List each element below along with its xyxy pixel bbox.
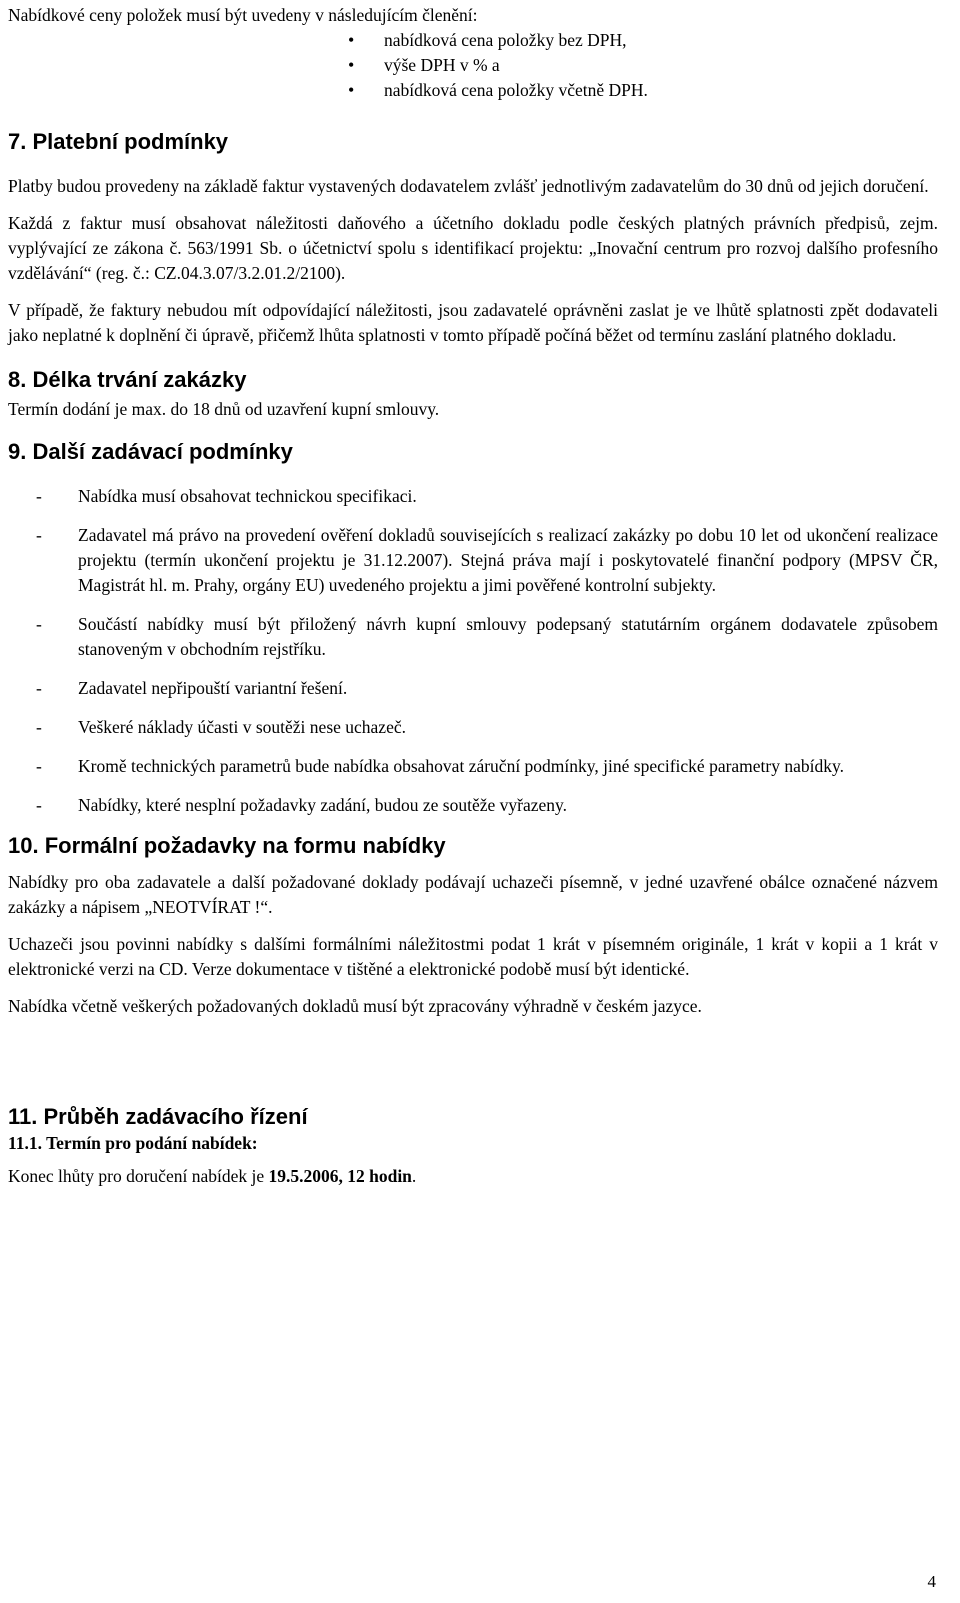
list-item-text: Nabídka musí obsahovat technickou specifikaci. — [78, 486, 417, 506]
list-item — [8, 676, 938, 701]
section-8-heading: 8. Délka trvání zakázky — [8, 367, 247, 392]
s10-paragraph-2: Uchazeči jsou povinni nabídky s dalšími formálními náležitostmi podat 1 krát v písemném originále, 1 krát v kopii a 1 krát v elektronické verzi na CD. Verze dokumentace v tištěné a elektronické podobě musí být identické. — [8, 934, 938, 979]
list-item — [8, 484, 938, 509]
section-9-heading: 9. Další zadávací podmínky — [8, 439, 293, 464]
document-page — [8, 0, 938, 1189]
s10-paragraph-1: Nabídky pro oba zadavatele a další požadované doklady podávají uchazeči písemně, v jedné uzavřené obálce označené názvem zakázky a nápisem „NEOTVÍRAT !“. — [8, 872, 938, 917]
page-number: 4 — [927, 1572, 936, 1591]
list-item — [8, 612, 938, 662]
list-item-text: Zadavatel má právo na provedení ověření dokladů souvisejících s realizací zakázky po dobu 10 let od ukončení realizace projektu (termín ukončení projektu je 31.12.2007). Stejná práva mají i poskytovatelé finanční podpory (MPSV ČR, Magistrát hl. m. Prahy, orgány EU) uvedeného projektu a jimi pověřené kontrolní subjekty. — [78, 525, 938, 595]
s7-paragraph-2: Každá z faktur musí obsahovat náležitosti daňového a účetního dokladu podle českých platných právních předpisů, zejm. vyplývající ze zákona č. 563/1991 Sb. o účetnictví spolu s identifikací projektu: „Inovační centrum pro rozvoj dalšího profesního vzdělávání“ (reg. č.: CZ.04.3.07/3.2.01.2/2100). — [8, 213, 938, 283]
s7-paragraph-3: V případě, že faktury nebudou mít odpovídající náležitosti, jsou zadavatelé oprávněni zaslat je ve lhůtě splatnosti zpět dodavateli jako neplatné k doplnění či úpravě, přičemž lhůta splatnosti v tomto případě počíná běžet od termínu zaslání platného dokladu. — [8, 300, 938, 345]
section-10-heading: 10. Formální požadavky na formu nabídky — [8, 833, 446, 858]
subsection-heading: 11.1. Termín pro podání nabídek: — [8, 1133, 258, 1153]
list-item-text: Nabídky, které nesplní požadavky zadání, budou ze soutěže vyřazeny. — [78, 795, 568, 815]
dash-marker: - — [36, 525, 42, 545]
list-item — [8, 754, 938, 779]
bullet-list — [348, 28, 938, 103]
list-item — [8, 715, 938, 740]
dash-marker: - — [36, 614, 42, 634]
dash-marker: - — [36, 486, 42, 506]
deadline-text: Konec lhůty pro doručení nabídek je — [8, 1166, 269, 1186]
dash-marker: - — [36, 678, 42, 698]
s7-paragraph-1: Platby budou provedeny na základě faktur vystavených dodavatelem zvlášť jednotlivým zadavatelům do 30 dnů od jejich doručení. — [8, 176, 929, 196]
list-item-text: Kromě technických parametrů bude nabídka obsahovat záruční podmínky, jiné specifické parametry nabídky. — [78, 756, 844, 776]
intro-paragraph: Nabídkové ceny položek musí být uvedeny v následujícím členění: — [8, 5, 478, 25]
list-item-text: Součástí nabídky musí být přiložený návrh kupní smlouvy podepsaný statutárním orgánem dodavatele způsobem stanoveným v obchodním rejstříku. — [78, 614, 938, 659]
section-11-heading: 11. Průběh zadávacího řízení — [8, 1104, 308, 1129]
conditions-list — [8, 484, 938, 818]
dash-marker: - — [36, 756, 42, 776]
s11-paragraph-1 — [8, 1164, 938, 1189]
bullet-item: • výše DPH v % a — [348, 53, 938, 78]
list-item — [8, 523, 938, 598]
section-7-heading: 7. Platební podmínky — [8, 129, 229, 154]
dash-marker: - — [36, 795, 42, 815]
dash-marker: - — [36, 717, 42, 737]
list-item-text: Zadavatel nepřipouští variantní řešení. — [78, 678, 348, 698]
deadline-end: . — [411, 1166, 417, 1186]
bullet-item: • nabídková cena položky bez DPH, — [348, 28, 938, 53]
deadline-value: 19.5.2006, 12 hodin — [268, 1166, 412, 1186]
list-item-text: Veškeré náklady účasti v soutěži nese uchazeč. — [78, 717, 406, 737]
s8-paragraph-1: Termín dodání je max. do 18 dnů od uzavření kupní smlouvy. — [8, 399, 440, 419]
bullet-item: • nabídková cena položky včetně DPH. — [348, 78, 938, 103]
list-item — [8, 793, 938, 818]
s10-paragraph-3: Nabídka včetně veškerých požadovaných dokladů musí být zpracovány výhradně v českém jazyce. — [8, 996, 702, 1016]
